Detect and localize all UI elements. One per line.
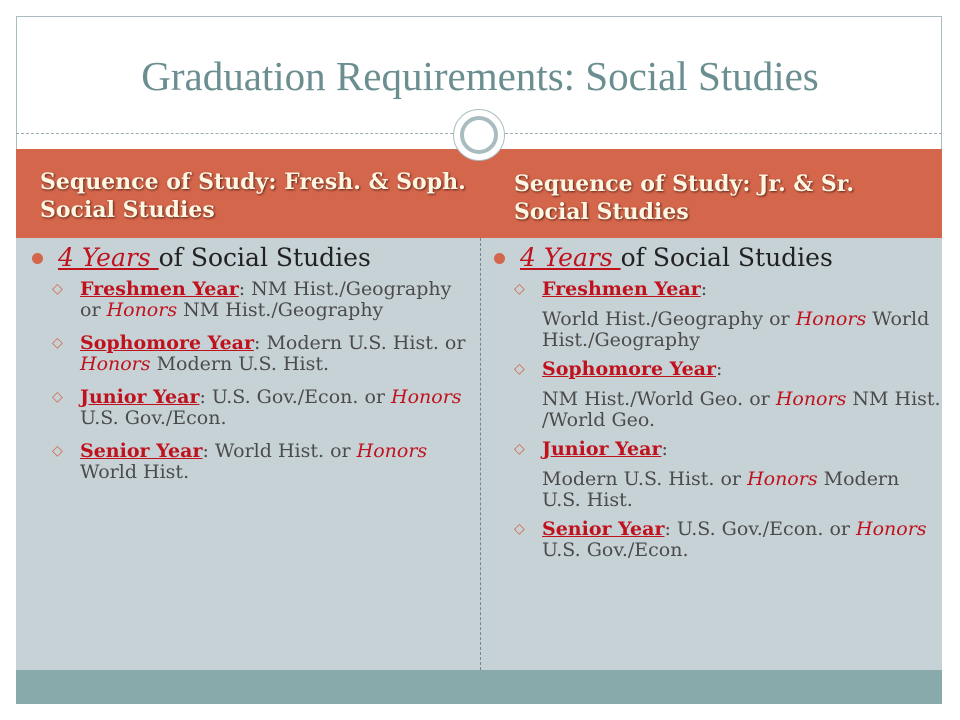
lead-text: of Social Studies [158, 243, 371, 272]
honors-label: Honors [391, 386, 462, 408]
course-text: Modern U.S. Hist. [150, 353, 330, 375]
year-separator: : [661, 438, 668, 460]
course-text: U.S. Gov./Econ. or [211, 386, 392, 408]
year-item [30, 387, 470, 429]
year-item [30, 279, 470, 321]
year-separator: : [700, 278, 708, 300]
year-separator: : [202, 440, 215, 462]
diamond-bullet-icon: ◇ [52, 335, 63, 351]
course-text: NM Hist./Geography or [80, 278, 452, 321]
left-column [30, 243, 470, 495]
course-description [542, 469, 942, 511]
course-description [542, 309, 942, 351]
course-text: U.S. Gov./Econ. [542, 539, 689, 561]
left-lead [30, 243, 470, 273]
year-separator: : [253, 332, 267, 354]
year-label: Sophomore Year [80, 332, 254, 354]
year-item [492, 359, 942, 431]
right-column-heading: Sequence of Study: Jr. & Sr. Social Studies [514, 171, 855, 225]
left-year-list [30, 279, 470, 483]
diamond-bullet-icon: ◇ [514, 361, 525, 377]
honors-label: Honors [747, 468, 818, 490]
course-text: Modern U.S. Hist. [542, 468, 900, 511]
course-text: World Hist. [80, 461, 190, 483]
year-label: Sophomore Year [542, 358, 716, 380]
diamond-bullet-icon: ◇ [52, 281, 63, 297]
diamond-bullet-icon: ◇ [514, 441, 525, 457]
left-column-heading: Sequence of Study: Fresh. & Soph. Social Studies [40, 169, 466, 223]
lead-text: of Social Studies [620, 243, 833, 272]
course-description [542, 389, 942, 431]
years-emphasis: 4 Years [58, 243, 159, 272]
honors-label: Honors [795, 308, 867, 330]
column-divider [480, 238, 481, 670]
year-separator: : [664, 518, 677, 540]
diamond-bullet-icon: ◇ [514, 281, 525, 297]
course-text: NM Hist./World Geo. or [542, 388, 776, 410]
right-column [492, 243, 942, 569]
honors-label: Honors [856, 518, 927, 540]
year-item [492, 279, 942, 351]
year-separator: : [199, 386, 212, 408]
course-text: NM Hist./Geography [177, 299, 384, 321]
course-text: Modern U.S. Hist. or [266, 332, 466, 354]
course-text: U.S. Gov./Econ. or [676, 518, 857, 540]
honors-label: Honors [775, 388, 847, 410]
course-text: U.S. Gov./Econ. [80, 407, 227, 429]
year-separator: : [715, 358, 723, 380]
footer-bar [16, 670, 942, 704]
column-header-bar [16, 149, 942, 238]
honors-label: Honors [80, 353, 151, 375]
diamond-bullet-icon: ◇ [514, 521, 525, 537]
year-label: Senior Year [80, 440, 203, 462]
year-label: Junior Year [542, 438, 662, 460]
honors-label: Honors [106, 299, 178, 321]
year-separator: : [238, 278, 252, 300]
right-lead [492, 243, 942, 273]
year-item [30, 333, 470, 375]
year-label: Senior Year [542, 518, 665, 540]
course-text: NM Hist. /World Geo. [542, 388, 941, 431]
circle-bullet-icon [494, 253, 505, 264]
course-text: World Hist./Geography or [542, 308, 796, 330]
circle-bullet-icon [32, 253, 43, 264]
year-label: Freshmen Year [542, 278, 701, 300]
honors-label: Honors [356, 440, 428, 462]
right-year-list [492, 279, 942, 561]
years-emphasis: 4 Years [520, 243, 621, 272]
year-item [492, 519, 942, 561]
diamond-bullet-icon: ◇ [52, 443, 63, 459]
course-text: Modern U.S. Hist. or [542, 468, 748, 490]
year-item [492, 439, 942, 511]
page-title: Graduation Requirements: Social Studies [141, 53, 819, 99]
year-label: Freshmen Year [80, 278, 239, 300]
ring-ornament-icon [453, 109, 505, 161]
year-label: Junior Year [80, 386, 200, 408]
course-text: World Hist. or [214, 440, 357, 462]
diamond-bullet-icon: ◇ [52, 389, 63, 405]
year-item [30, 441, 470, 483]
course-text: World Hist./Geography [542, 308, 930, 351]
